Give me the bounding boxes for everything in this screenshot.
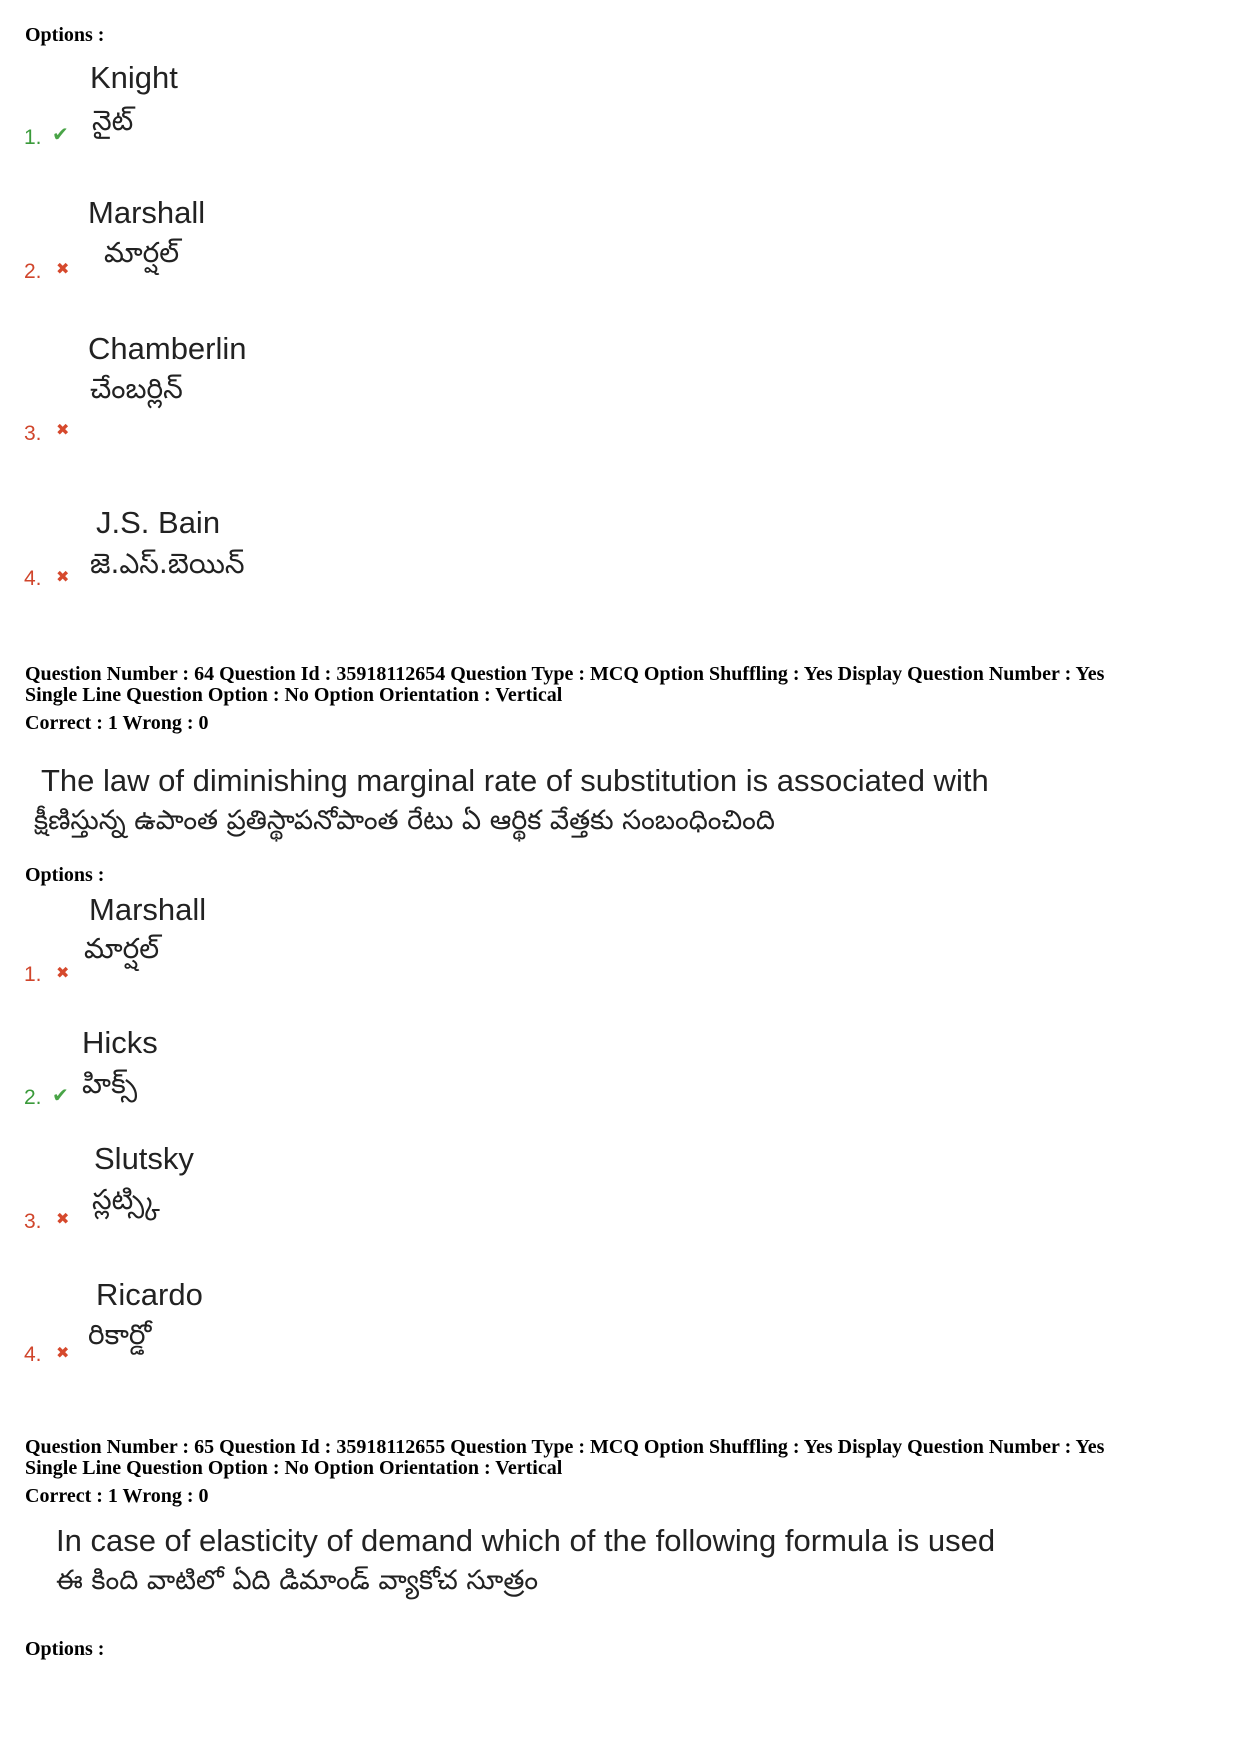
q64-options-heading: Options : [25,864,105,886]
wrong-cross-icon: ✖ [56,259,70,278]
q64-meta-line-1: Question Number : 64 Question Id : 35918112654 Question Type : MCQ Option Shuffling : Yes Display Question Number : Yes [25,663,1105,685]
q64-option-3-telugu: స్లట్స్కి [92,1183,160,1216]
q64-question-english: The law of diminishing marginal rate of substitution is associated with [41,763,989,798]
q64-option-1-telugu: మార్షల్ [84,932,160,965]
q64-option-3-number: 3. [24,1210,42,1233]
q64-question-telugu: క్షీణిస్తున్న ఉపాంత ప్రతిస్థాపనోపాంత రేటు ఏ ఆర్థిక వేత్తకు సంబంధించింది [34,805,775,836]
q64-option-1-number: 1. [24,963,42,986]
correct-check-icon: ✔ [52,122,69,146]
q64-option-2-number: 2. [24,1086,42,1109]
option-1-telugu: నైట్ [92,104,134,137]
q64-option-4-number: 4. [24,1343,42,1366]
q65-score: Correct : 1 Wrong : 0 [25,1485,209,1507]
q65-meta-line-1: Question Number : 65 Question Id : 35918112655 Question Type : MCQ Option Shuffling : Yes Display Question Number : Yes [25,1436,1105,1458]
q64-meta-line-2: Single Line Question Option : No Option Orientation : Vertical [25,684,563,706]
option-4-number: 4. [24,567,42,590]
option-2-number: 2. [24,260,42,283]
option-4-telugu: జె.ఎస్.బెయిన్ [90,547,245,580]
q64-score: Correct : 1 Wrong : 0 [25,712,209,734]
option-2-english: Marshall [88,195,206,230]
option-3-telugu: చేంబర్లిన్ [90,372,183,405]
option-2-telugu: మార్షల్ [104,236,180,269]
q65-question-telugu: ఈ కింది వాటిలో ఏది డిమాండ్ వ్యాకోచ సూత్రం [56,1565,539,1596]
wrong-cross-icon: ✖ [56,1343,70,1362]
option-3-number: 3. [24,422,42,445]
q64-option-3-english: Slutsky [94,1141,194,1176]
q64-option-1-english: Marshall [89,892,207,927]
option-3-english: Chamberlin [88,331,247,366]
q65-question-english: In case of elasticity of demand which of the following formula is used [56,1523,996,1558]
options-heading: Options : [25,24,105,46]
q64-option-2-english: Hicks [82,1025,158,1060]
option-1-english: Knight [90,60,178,95]
q65-meta-line-2: Single Line Question Option : No Option Orientation : Vertical [25,1457,563,1479]
wrong-cross-icon: ✖ [56,420,70,439]
wrong-cross-icon: ✖ [56,567,70,586]
wrong-cross-icon: ✖ [56,963,70,982]
option-1-number: 1. [24,126,42,149]
q64-option-4-english: Ricardo [96,1277,203,1312]
correct-check-icon: ✔ [52,1083,69,1107]
q64-option-4-telugu: రికార్డో [88,1318,152,1351]
q65-options-heading: Options : [25,1638,105,1660]
wrong-cross-icon: ✖ [56,1209,70,1228]
q64-option-2-telugu: హిక్స్ [82,1067,138,1100]
option-4-english: J.S. Bain [96,505,221,540]
